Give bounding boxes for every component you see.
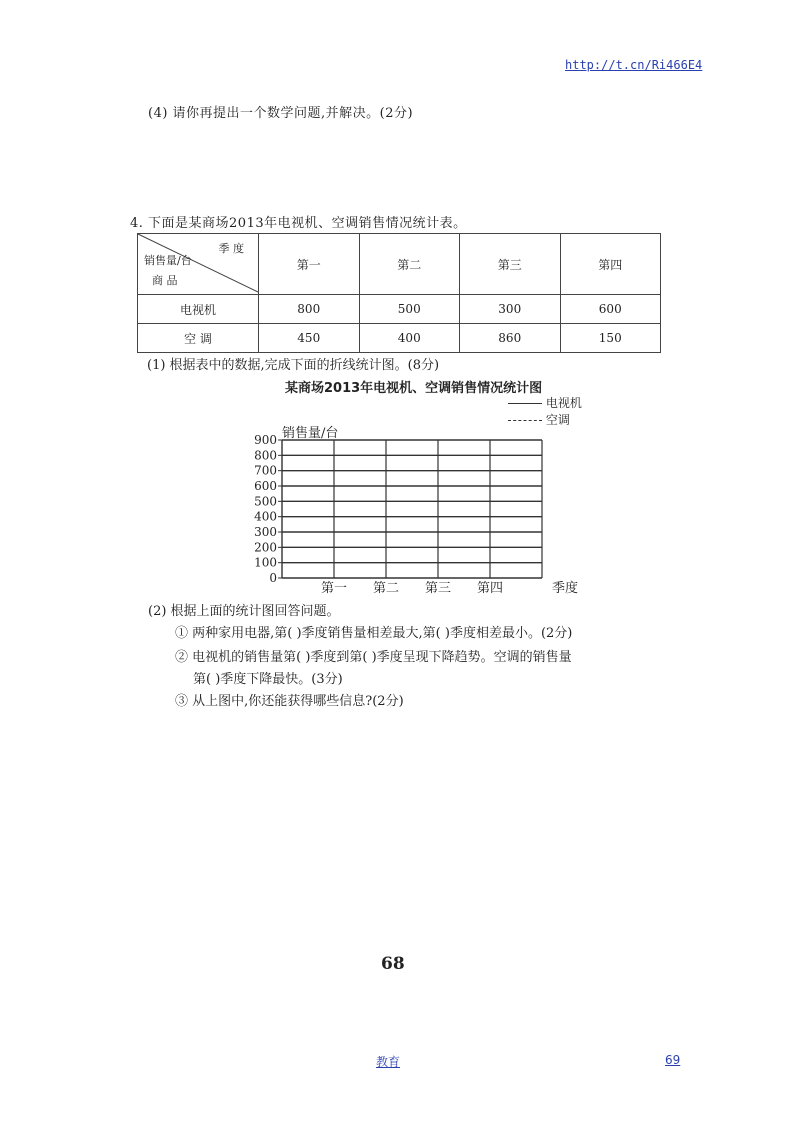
header-link[interactable]: http://t.cn/Ri466E4 xyxy=(565,58,703,72)
footer-page-link[interactable]: 69 xyxy=(665,1053,681,1067)
table-cell: 860 xyxy=(460,324,561,353)
legend-tv-label: 电视机 xyxy=(545,396,582,410)
footer-center-link[interactable]: 教育 xyxy=(376,1055,401,1069)
column-header: 第二 xyxy=(359,234,460,295)
table-cell: 450 xyxy=(259,324,360,353)
y-tick-label: 200 xyxy=(254,540,277,555)
y-tick-label: 800 xyxy=(254,448,277,463)
legend-solid-line xyxy=(508,403,542,404)
part-2-heading: (2) 根据上面的统计图回答问题。 xyxy=(148,604,340,619)
table-cell: 150 xyxy=(560,324,661,353)
table-cell: 400 xyxy=(359,324,460,353)
sales-table xyxy=(137,233,661,353)
table-cell: 600 xyxy=(560,295,661,324)
x-axis-label: 季度 xyxy=(552,581,579,596)
x-tick-label: 第三 xyxy=(424,581,452,596)
prev-question-4: (4) 请你再提出一个数学问题,并解决。(2分) xyxy=(148,106,414,121)
table-row xyxy=(138,324,661,353)
part-2-item-3: ③ 从上图中,你还能获得哪些信息?(2分) xyxy=(175,694,404,709)
y-tick-label: 300 xyxy=(254,525,277,539)
y-tick-label: 600 xyxy=(254,479,277,493)
table-corner-cell xyxy=(138,234,259,295)
x-tick-label: 第一 xyxy=(320,581,348,596)
column-header: 第三 xyxy=(460,234,561,295)
legend-ac xyxy=(508,411,570,428)
legend-ac-label: 空调 xyxy=(545,413,570,427)
part-2-item-1: ① 两种家用电器,第( )季度销售量相差最大,第( )季度相差最小。(2分) xyxy=(175,626,573,641)
page-number: 68 xyxy=(381,954,405,974)
row-label: 空 调 xyxy=(138,324,259,353)
column-header: 第一 xyxy=(259,234,360,295)
part-2-item-2: ② 电视机的销售量第( )季度到第( )季度呈现下降趋势。空调的销售量 xyxy=(175,650,572,665)
corner-label-sales: 销售量/台 xyxy=(144,254,192,267)
corner-label-season: 季 度 xyxy=(218,242,244,255)
table-cell: 800 xyxy=(259,295,360,324)
table-cell: 500 xyxy=(359,295,460,324)
chart-title: 某商场2013年电视机、空调销售情况统计图 xyxy=(285,381,543,396)
legend-dashed-line xyxy=(508,420,542,421)
x-tick-label: 第四 xyxy=(476,581,504,596)
y-tick-label: 700 xyxy=(254,463,277,478)
row-label: 电视机 xyxy=(138,295,259,324)
x-tick-label: 第二 xyxy=(372,581,400,596)
y-tick-label: 400 xyxy=(254,509,277,524)
corner-label-product: 商 品 xyxy=(152,274,178,287)
line-chart xyxy=(240,430,579,596)
problem-4-intro: 4. 下面是某商场2013年电视机、空调销售情况统计表。 xyxy=(130,216,467,231)
y-tick-label: 0 xyxy=(269,571,277,585)
column-header: 第四 xyxy=(560,234,661,295)
legend-tv xyxy=(508,394,582,411)
y-tick-label: 900 xyxy=(254,433,277,447)
y-axis-label: 销售量/台 xyxy=(282,426,339,441)
table-cell: 300 xyxy=(460,295,561,324)
table-row xyxy=(138,295,661,324)
y-tick-label: 100 xyxy=(254,555,277,570)
part-1-instruction: (1) 根据表中的数据,完成下面的折线统计图。(8分) xyxy=(147,358,440,373)
part-2-item-2-cont: 第( )季度下降最快。(3分) xyxy=(193,672,343,687)
y-tick-label: 500 xyxy=(254,494,277,509)
